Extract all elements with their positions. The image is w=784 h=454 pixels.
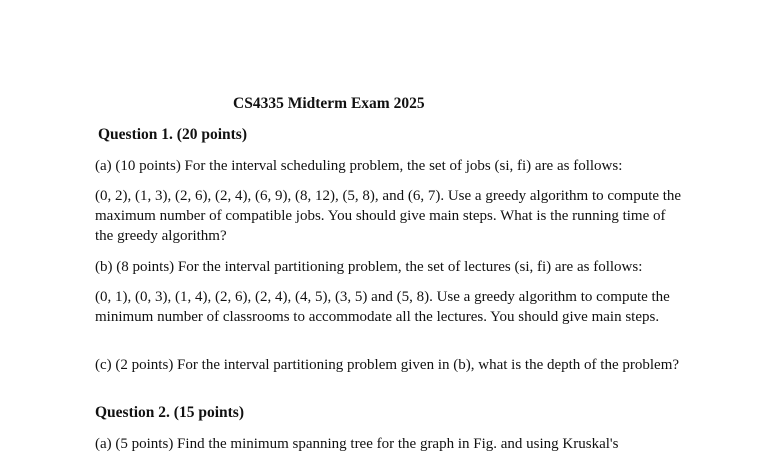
question-1a-intro: (a) (10 points) For the interval scheduling problem, the set of jobs (si, fi) are as follows:: [95, 158, 623, 174]
question-1b-body: (0, 1), (0, 3), (1, 4), (2, 6), (2, 4), (4, 5), (3, 5) and (5, 8). Use a greedy algorithm to compute the minimum number of classrooms to accommodate all the lectures. You should give main steps.: [95, 289, 670, 325]
question-1-heading: Question 1. (20 points): [98, 126, 247, 143]
question-1a-body: (0, 2), (1, 3), (2, 6), (2, 4), (6, 9), (8, 12), (5, 8), and (6, 7). Use a greedy algorithm to compute the maximum number of compatible jobs. You should give main steps. What is the running time of the greedy algorithm?: [95, 188, 682, 244]
question-1c: (c) (2 points) For the interval partitioning problem given in (b), what is the depth of the problem?: [95, 357, 680, 373]
question-2a-partial: (a) (5 points) Find the minimum spanning tree for the graph in Fig. and using Kruskal's: [95, 436, 619, 452]
question-2-heading: Question 2. (15 points): [95, 404, 244, 421]
exam-title: CS4335 Midterm Exam 2025: [233, 95, 425, 112]
question-1b-intro: (b) (8 points) For the interval partitioning problem, the set of lectures (si, fi) are as follows:: [95, 259, 643, 275]
